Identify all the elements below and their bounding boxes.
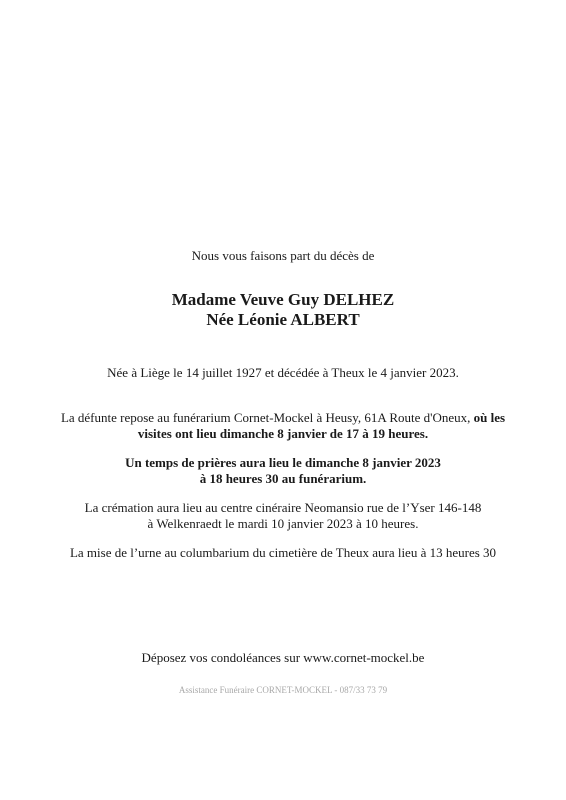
cremation-line-2: à Welkenraedt le mardi 10 janvier 2023 à 10 heures. bbox=[147, 516, 419, 531]
repose-text: La défunte repose au funérarium Cornet-Mockel à Heusy, 61A Route d'Oneux, bbox=[60, 410, 474, 425]
funeral-home-footer: Assistance Funéraire CORNET-MOCKEL - 087/33 73 79 bbox=[178, 685, 388, 695]
repose-line-1 bbox=[0, 410, 566, 426]
maiden-name: Née Léonie ALBERT bbox=[206, 310, 360, 329]
cremation-line-1: La crémation aura lieu au centre cinéraire Neomansio rue de l’Yser 146-148 bbox=[84, 500, 482, 515]
repose-line-2 bbox=[0, 426, 566, 442]
visits-text-start: où les bbox=[473, 410, 506, 425]
prayer-line-1: Un temps de prières aura lieu le dimanche 8 janvier 2023 bbox=[125, 455, 441, 470]
birth-death-text: Née à Liège le 14 juillet 1927 et décédée à Theux le 4 janvier 2023. bbox=[107, 365, 459, 380]
prayer-line-2: à 18 heures 30 au funérarium. bbox=[199, 471, 367, 486]
intro-text: Nous vous faisons part du décès de bbox=[191, 248, 375, 263]
condolences-text: Déposez vos condoléances sur www.cornet-mockel.be bbox=[141, 650, 425, 665]
deceased-name: Madame Veuve Guy DELHEZ bbox=[171, 290, 395, 309]
urn-text: La mise de l’urne au columbarium du cimetière de Theux aura lieu à 13 heures 30 bbox=[69, 545, 497, 560]
visits-text-end: visites ont lieu dimanche 8 janvier de 17 à 19 heures. bbox=[137, 426, 429, 441]
